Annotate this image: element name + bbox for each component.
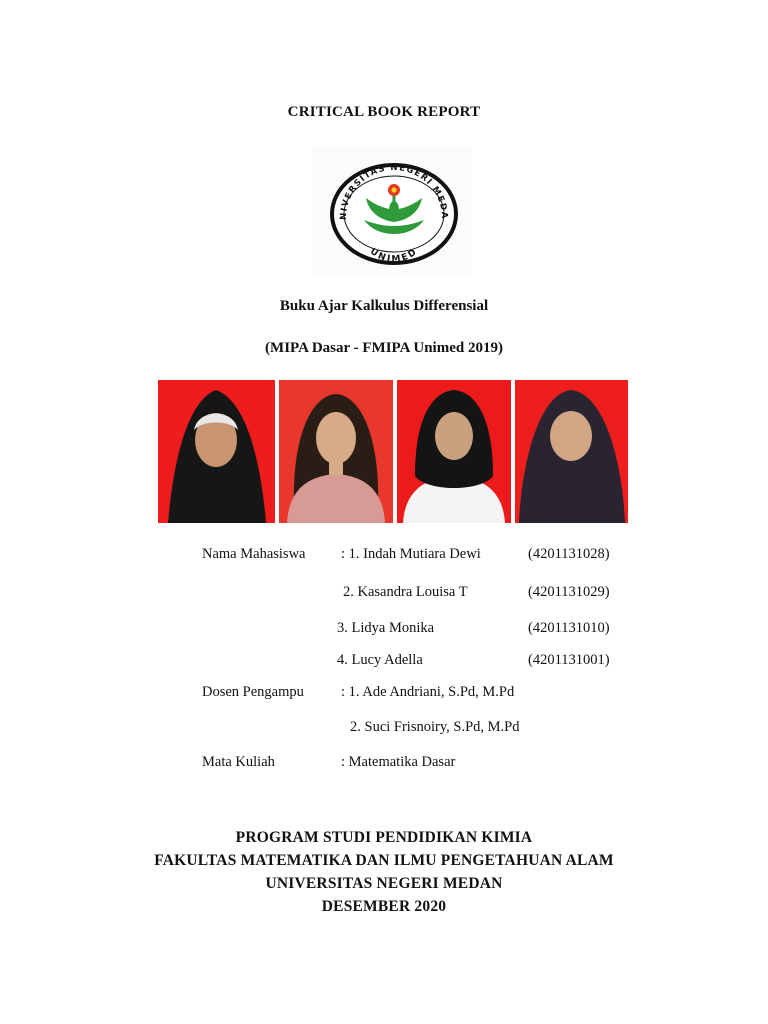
student-nim: (4201131001) <box>528 652 610 668</box>
book-subtitle: (MIPA Dasar - FMIPA Unimed 2019) <box>265 340 503 356</box>
student-name: 3. Lidya Monika <box>337 620 435 636</box>
lecturer-name: 2. Suci Frisnoiry, S.Pd, M.Pd <box>350 719 520 735</box>
student-nim: (4201131028) <box>528 546 610 562</box>
student-name: : 1. Indah Mutiara Dewi <box>341 546 481 562</box>
footer-date: DESEMBER 2020 <box>321 898 447 915</box>
logo-emblem <box>312 146 472 276</box>
book-title: Buku Ajar Kalkulus Differensial <box>279 298 489 314</box>
course-label: Mata Kuliah <box>202 754 275 770</box>
footer-faculty: FAKULTAS MATEMATIKA DAN ILMU PENGETAHUAN ALAM <box>154 852 614 869</box>
student-photo-3 <box>397 380 511 523</box>
logo-text-top: NIVERSITAS NEGERI MEDA <box>338 162 450 221</box>
report-title: CRITICAL BOOK REPORT <box>287 104 481 120</box>
lecturer-name: : 1. Ade Andriani, S.Pd, M.Pd <box>341 684 515 700</box>
lecturers-label: Dosen Pengampu <box>202 684 304 700</box>
student-nim: (4201131010) <box>528 620 610 636</box>
student-photo-2 <box>279 380 393 523</box>
student-photo-4 <box>515 380 628 523</box>
student-nim: (4201131029) <box>528 584 610 600</box>
footer-program: PROGRAM STUDI PENDIDIKAN KIMIA <box>235 829 533 846</box>
student-photo-1 <box>158 380 275 523</box>
unimed-logo <box>312 146 472 276</box>
course-name: : Matematika Dasar <box>341 754 456 770</box>
students-label: Nama Mahasiswa <box>202 546 306 562</box>
student-name: 2. Kasandra Louisa T <box>343 584 468 600</box>
logo-text-bottom: UNIMED <box>367 246 421 265</box>
footer-university: UNIVERSITAS NEGERI MEDAN <box>265 875 503 892</box>
student-name: 4. Lucy Adella <box>337 652 423 668</box>
